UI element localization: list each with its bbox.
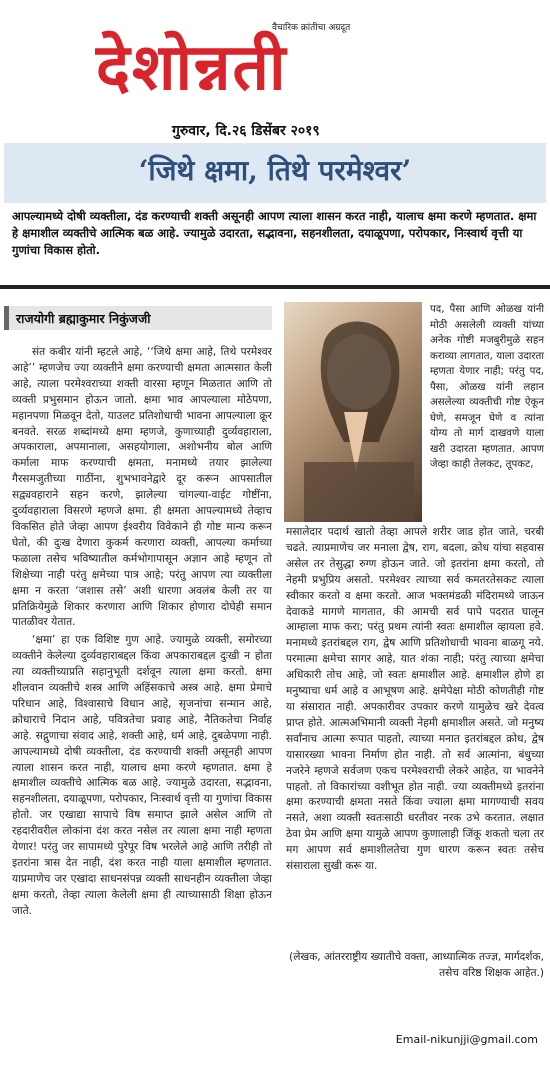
article-headline: ‘जिथे क्षमा, तिथे परमेश्वर’	[138, 154, 412, 187]
dateline: गुरुवार, दि.२६ डिसेंबर २०१९	[172, 123, 320, 139]
article-column-1	[12, 345, 272, 922]
author-name: राजयोगी ब्रह्माकुमार निकुंजजी	[16, 311, 151, 326]
article-photo	[284, 302, 422, 522]
author-box	[4, 306, 272, 330]
article-summary: आपल्यामध्ये दोषी व्यक्तीला, दंड करण्याची शक्ती असूनही आपण त्याला शासन करत नाही, यालाच क्षमा करणे म्हणतात. क्षमा हे क्षमाशील व्यक्तीचे आत्मिक बळ आहे. ज्यामुळे उदारता, सद्भावना, सहनशीलता, दयाळूपणा, परोपकार, निःस्वार्थ वृत्ती या गुणांचा विकास होतो.	[12, 209, 537, 257]
tagline: वैचारिक क्रांतीचा अग्रदूत	[272, 23, 351, 33]
paragraph: संत कबीर यांनी म्हटले आहे, ‘‘जिथे क्षमा आहे, तिथे परमेश्वर आहे’’ म्हणजेच ज्या व्यक्तीने क्षमा करण्याची क्षमता आत्मसात केली आहे, त्याला परमेश्वराच्या शक्ती वारसा म्हणून मिळतात आणि तो व्यक्ती प्रभुसमान होऊन जातो. क्षमा भाव आपल्याला मोठेपणा, महानपणा मिळवून देतो, याउलट प्रतिशोधाची भावना आपल्याला क्रूर बनवते. सरळ शब्दांमध्ये क्षमा म्हणजे, कुणाच्याही दुर्व्यवहाराला, अपकाराला, अपमानाला, असहयोगाला, अशोभनीय बोल आणि कर्माला माफ करण्याची क्षमता, मनामध्ये तयार झालेल्या गैरसमजुतीच्या गाठींना, शुभभावनेद्वारे दूर करून आपसातील सद्व्यवहाराने सहन करणे, झालेल्या चांगल्या-वाईट गोष्टींना, दुर्व्यवहाराला विसरणे म्हणजे क्षमा. ही क्षमता आपल्यामध्ये तेव्हाच विकसित होते जेव्हा आपण ईश्वरीय विवेकाने ही गोष्ट मान्य करून घेतो, की दुःख देणारा कुकर्म करणारा व्यक्ती, आपल्या कर्माच्या फळाला तसेच भविष्यातील कर्मभोगापासून अज्ञान आहे म्हणून तो शिक्षेच्या नाही परंतु क्षमेच्या पात्र आहे; परंतु आपण त्या व्यक्तीला क्षमा न करता ‘जशास तसे’ अशी धारणा अवलंब केली तर या प्रतिक्रियेमुळे शिकार करणारा आणि शिकार होणारा दोघेही समान पातळीवर येतात.	[12, 346, 272, 629]
author-email: Email-nikunjji@gmail.com	[395, 1033, 538, 1046]
divider	[0, 285, 550, 289]
paragraph: ‘क्षमा’ हा एक विशिष्ट गुण आहे. ज्यामुळे व्यक्ती, समोरच्या व्यक्तीने केलेल्या दुर्व्यवहाराबद्दल किंवा अपकाराबद्दल दुःखी न होता त्या व्यक्तीच्याप्रति सहानुभूती दर्शवून त्याला क्षमा करतो. क्षमा शीलवान व्यक्तीचे शस्त्र आणि अहिंसकाचे अस्त्र आहे. क्षमा प्रेमाचे परिधान आहे, विश्वासाचे विधान आहे, सृजनांचा सन्मान आहे, क्रोधाराचे निदान आहे, पवित्रतेचा प्रवाह आहे, नैतिकतेचा निर्वाह आहे. सद्गुणाचा संवाद आहे, शक्ती आहे, धर्म आहे, दुबळेपणा नाही. आपल्यामध्ये दोषी व्यक्तीला, दंड करण्याची शक्ती असूनही आपण त्याला शासन करत नाही, यालाच क्षमा करणे म्हणतात. क्षमा हे क्षमाशील व्यक्तीचे आत्मिक बळ आहे. ज्यामुळे उदारता, सद्भावना, सहनशीलता, दयाळूपणा, परोपकार, निःस्वार्थ वृत्ती या गुणांचा विकास होतो. जर एखाद्या सापाचे विष समाप्त झाले असेल आणि तो रहदारीवरील लोकांना दंश करत नसेल तर त्याला क्षमा नाही म्हणता येणार! परंतु जर सापामध्ये पुरेपूर विष भरलेले आहे आणि तरीही तो इतरांना त्रास देत नाही, दंश करत नाही याला क्षमाशील म्हणतात. याप्रमाणेच जर एखादा साधनसंपन्न व्यक्ती साधनहीन व्यक्तीला जेव्हा क्षमा करतो, तेव्हा त्याला केलेली क्षमा ही त्याच्यासाठी शिक्षा होऊन जाते.	[12, 634, 272, 917]
article-column-2	[430, 302, 544, 473]
praying-woman-illustration	[284, 302, 422, 522]
article-column-3	[286, 525, 544, 875]
newspaper-logo	[96, 26, 524, 110]
paragraph: पद, पैसा आणि ओळख यांनी मोठी असलेली व्यक्ती यांच्या अनेक गोष्टी मजबुरीमुळे सहन कराव्या लागतात, याला उदारता म्हणता येणार नाही; परंतु पद, पैसा, ओळख यांनी लहान असलेल्या व्यक्तीची गोष्ट ऐकून घेणे, समजून घेणे व त्यांना योग्य तो मार्ग दाखवणे याला खरी उदारता म्हणतात. आपण जेव्हा काही तेलकट, तूपकट,	[430, 304, 544, 470]
paragraph: मसालेदार पदार्थ खातो तेव्हा आपले शरीर जाड होत जाते, चरबी चढते. त्याप्रमाणेच जर मनाला द्वेष, राग, बदला, क्रोध यांचा सहवास असेल तर तेसुद्धा रुग्ण होऊन जाते. जो इतरांना क्षमा करतो, तो नेहमी प्रभुप्रिय असतो. परमेश्वर त्याच्या सर्व कमतरतेसकट त्याला स्वीकार करतो व क्षमा करतो. आज भक्तमंडळी मंदिरामध्ये जाऊन देवाकडे मागणे मागतात, की आमची सर्व पापे पदरात घालून आम्हाला माफ करा; परंतु प्रथम त्यांनी स्वतः क्षमाशील व्हायला हवे. मनामध्ये इतरांबद्दल राग, द्वेष आणि प्रतिशोधाची भावना बाळगू नये. परमात्मा क्षमेचा सागर आहे, यात शंका नाही; परंतु त्याच्या क्षमेचा अधिकारी तोच आहे, जो स्वतः क्षमाशील आहे. क्षमाशील होणे हा मनुष्याचा धर्म आहे व आभूषण आहे. क्षमेपेक्षा मोठी कोणतीही गोष्ट या संसारात नाही. अपकारीवर उपकार करणे यामुळेच खरे देवत्व प्राप्त होते. आत्मअभिमानी व्यक्ती नेहमी क्षमाशील असते. जो मनुष्य सर्वांनाच आत्मा रूपात पाहतो, त्याच्या मनात इतरांबद्दल क्रोध, द्वेष यासारख्या भावना निर्माण होत नाही. तो सर्व आत्मांना, बंधुच्या नजरेने म्हणजे सर्वजण एकच परमेश्वराची लेकरे आहेत, या भावनेने पाहतो. तो विकारांच्या वशीभूत होत नाही. ज्या व्यक्तीमध्ये इतरांना क्षमा करण्याची क्षमता नसते किंवा ज्याला क्षमा मागण्याची सवय नसते, अशा व्यक्ती स्वतःसाठी धरतीवर नरक उभे करतात. लक्षात ठेवा प्रेम आणि क्षमा यामुळे आपण कुणालाही जिंकू शकतो चला तर मग आपण सर्व क्षमाशीलतेचा गुण धारण करून स्वतः तसेच संसाराला सुखी करू या.	[286, 526, 544, 873]
author-credit: (लेखक, आंतरराष्ट्रीय ख्यातीचे वक्ता, आध्यात्मिक तज्ज्ञ, मार्गदर्शक, तसेच वरिष्ठ शिक्षक आहेत.)	[289, 951, 544, 979]
headline-band	[4, 143, 546, 203]
logo-text: देशोन्नती	[96, 31, 288, 105]
masthead	[0, 0, 550, 118]
